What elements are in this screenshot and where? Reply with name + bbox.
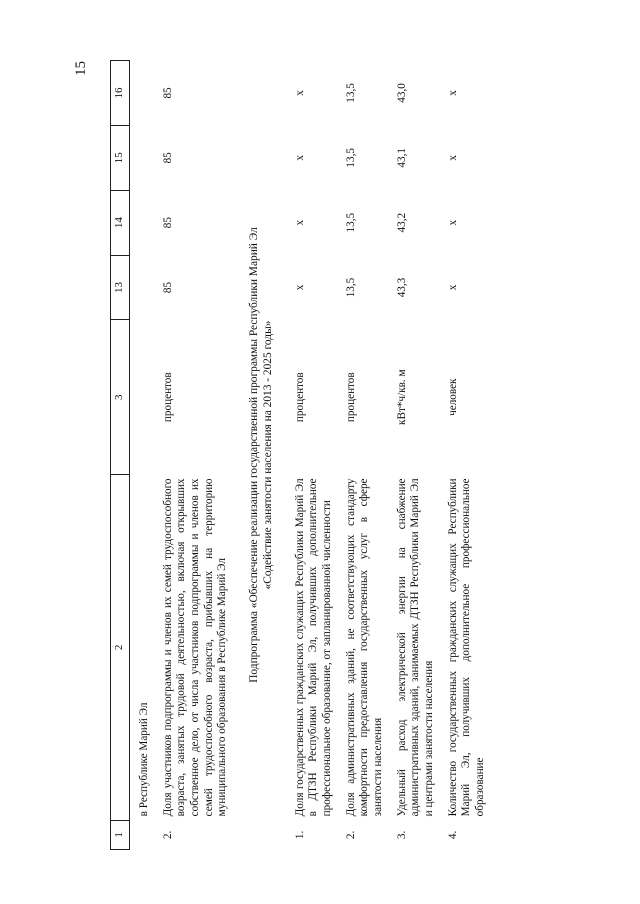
indicator-text: Количество государственных гражданских служащих Республики Марий Эл, получивших дополнительное профессиональное образование bbox=[446, 478, 486, 817]
indicator-text: Доля административных зданий, не соответствующих стандарту комфортности предоставления государственных услуг в сфере занятости населения bbox=[344, 478, 385, 817]
header-cell: 15 bbox=[111, 125, 130, 190]
row-number: 3. bbox=[395, 830, 408, 840]
table-row bbox=[392, 61, 443, 850]
unit: процентов bbox=[293, 372, 306, 423]
table-row bbox=[341, 61, 392, 850]
value-2013: x bbox=[293, 284, 306, 291]
subprogram-title-line2: «Содействие занятости населения на 2013 - 2025 годы» bbox=[261, 320, 274, 590]
table-header-row bbox=[111, 61, 130, 850]
row-number: 1. bbox=[293, 830, 306, 840]
unit: человек bbox=[446, 378, 459, 416]
value-2016: x bbox=[446, 90, 459, 96]
indicator-text: Доля государственных гражданских служащих Республики Марий Эл в ДТЗН Республики Марий Эл, получивших дополнительное профессиональное образование, от запланированной численности bbox=[293, 478, 334, 817]
header-cell: 1 bbox=[111, 820, 130, 849]
table-row bbox=[158, 61, 236, 850]
header-cell: 3 bbox=[111, 320, 130, 475]
value-2013: 13,5 bbox=[344, 277, 357, 298]
page-number: 15 bbox=[73, 61, 89, 76]
value-2014: x bbox=[446, 219, 459, 226]
value-2014: 43,2 bbox=[395, 212, 408, 233]
indicators-table bbox=[110, 60, 494, 850]
unit: процентов bbox=[161, 372, 174, 423]
value-2015: 85 bbox=[161, 152, 174, 164]
value-2016: 85 bbox=[161, 87, 174, 99]
row-number: 2. bbox=[161, 830, 174, 840]
row-number: 2. bbox=[344, 830, 357, 840]
header-cell: 16 bbox=[111, 61, 130, 126]
value-2013: 85 bbox=[161, 281, 174, 294]
unit: процентов bbox=[344, 372, 357, 423]
header-cell: 14 bbox=[111, 190, 130, 255]
unit: кВт*ч/кв. м bbox=[395, 369, 408, 425]
row-number: 4. bbox=[446, 830, 459, 840]
indicator-text: Удельный расход электрической энергии на снабжение административных зданий, занимаемых ДТЗН Республики Марий Эл и центрами занятости населения bbox=[395, 478, 435, 817]
subprogram-title-line1: Подпрограмма «Обеспечение реализации государственной программы Республики Марий Эл bbox=[247, 227, 260, 683]
table-row bbox=[443, 61, 494, 850]
header-cell: 2 bbox=[111, 474, 130, 820]
region-label: в Республике Марий Эл bbox=[138, 702, 150, 817]
subprogram-title-row bbox=[236, 61, 290, 850]
indicator-text: Доля участников подпрограммы и членов их семей трудоспособного возраста, занятых трудовой деятельностью, включая открывших собственное дело, от числа участников подпрограммы и членов их семей трудоспособного возраста, прибывших на территорию муниципального образования в Республике Марий Эл bbox=[161, 478, 229, 817]
value-2014: x bbox=[293, 219, 306, 226]
value-2014: 13,5 bbox=[344, 212, 357, 233]
header-cell: 13 bbox=[111, 255, 130, 320]
rotated-table-page bbox=[110, 60, 526, 850]
table-row bbox=[290, 61, 341, 850]
region-label-row bbox=[130, 61, 158, 850]
value-2016: 13,5 bbox=[344, 83, 357, 103]
value-2016: x bbox=[293, 90, 306, 96]
value-2015: 13,5 bbox=[344, 148, 357, 168]
value-2015: x bbox=[293, 155, 306, 161]
value-2013: x bbox=[446, 284, 459, 291]
value-2015: x bbox=[446, 155, 459, 161]
value-2015: 43,1 bbox=[395, 148, 408, 168]
value-2014: 85 bbox=[161, 217, 174, 229]
value-2013: 43,3 bbox=[395, 277, 408, 298]
value-2016: 43,0 bbox=[395, 83, 408, 103]
